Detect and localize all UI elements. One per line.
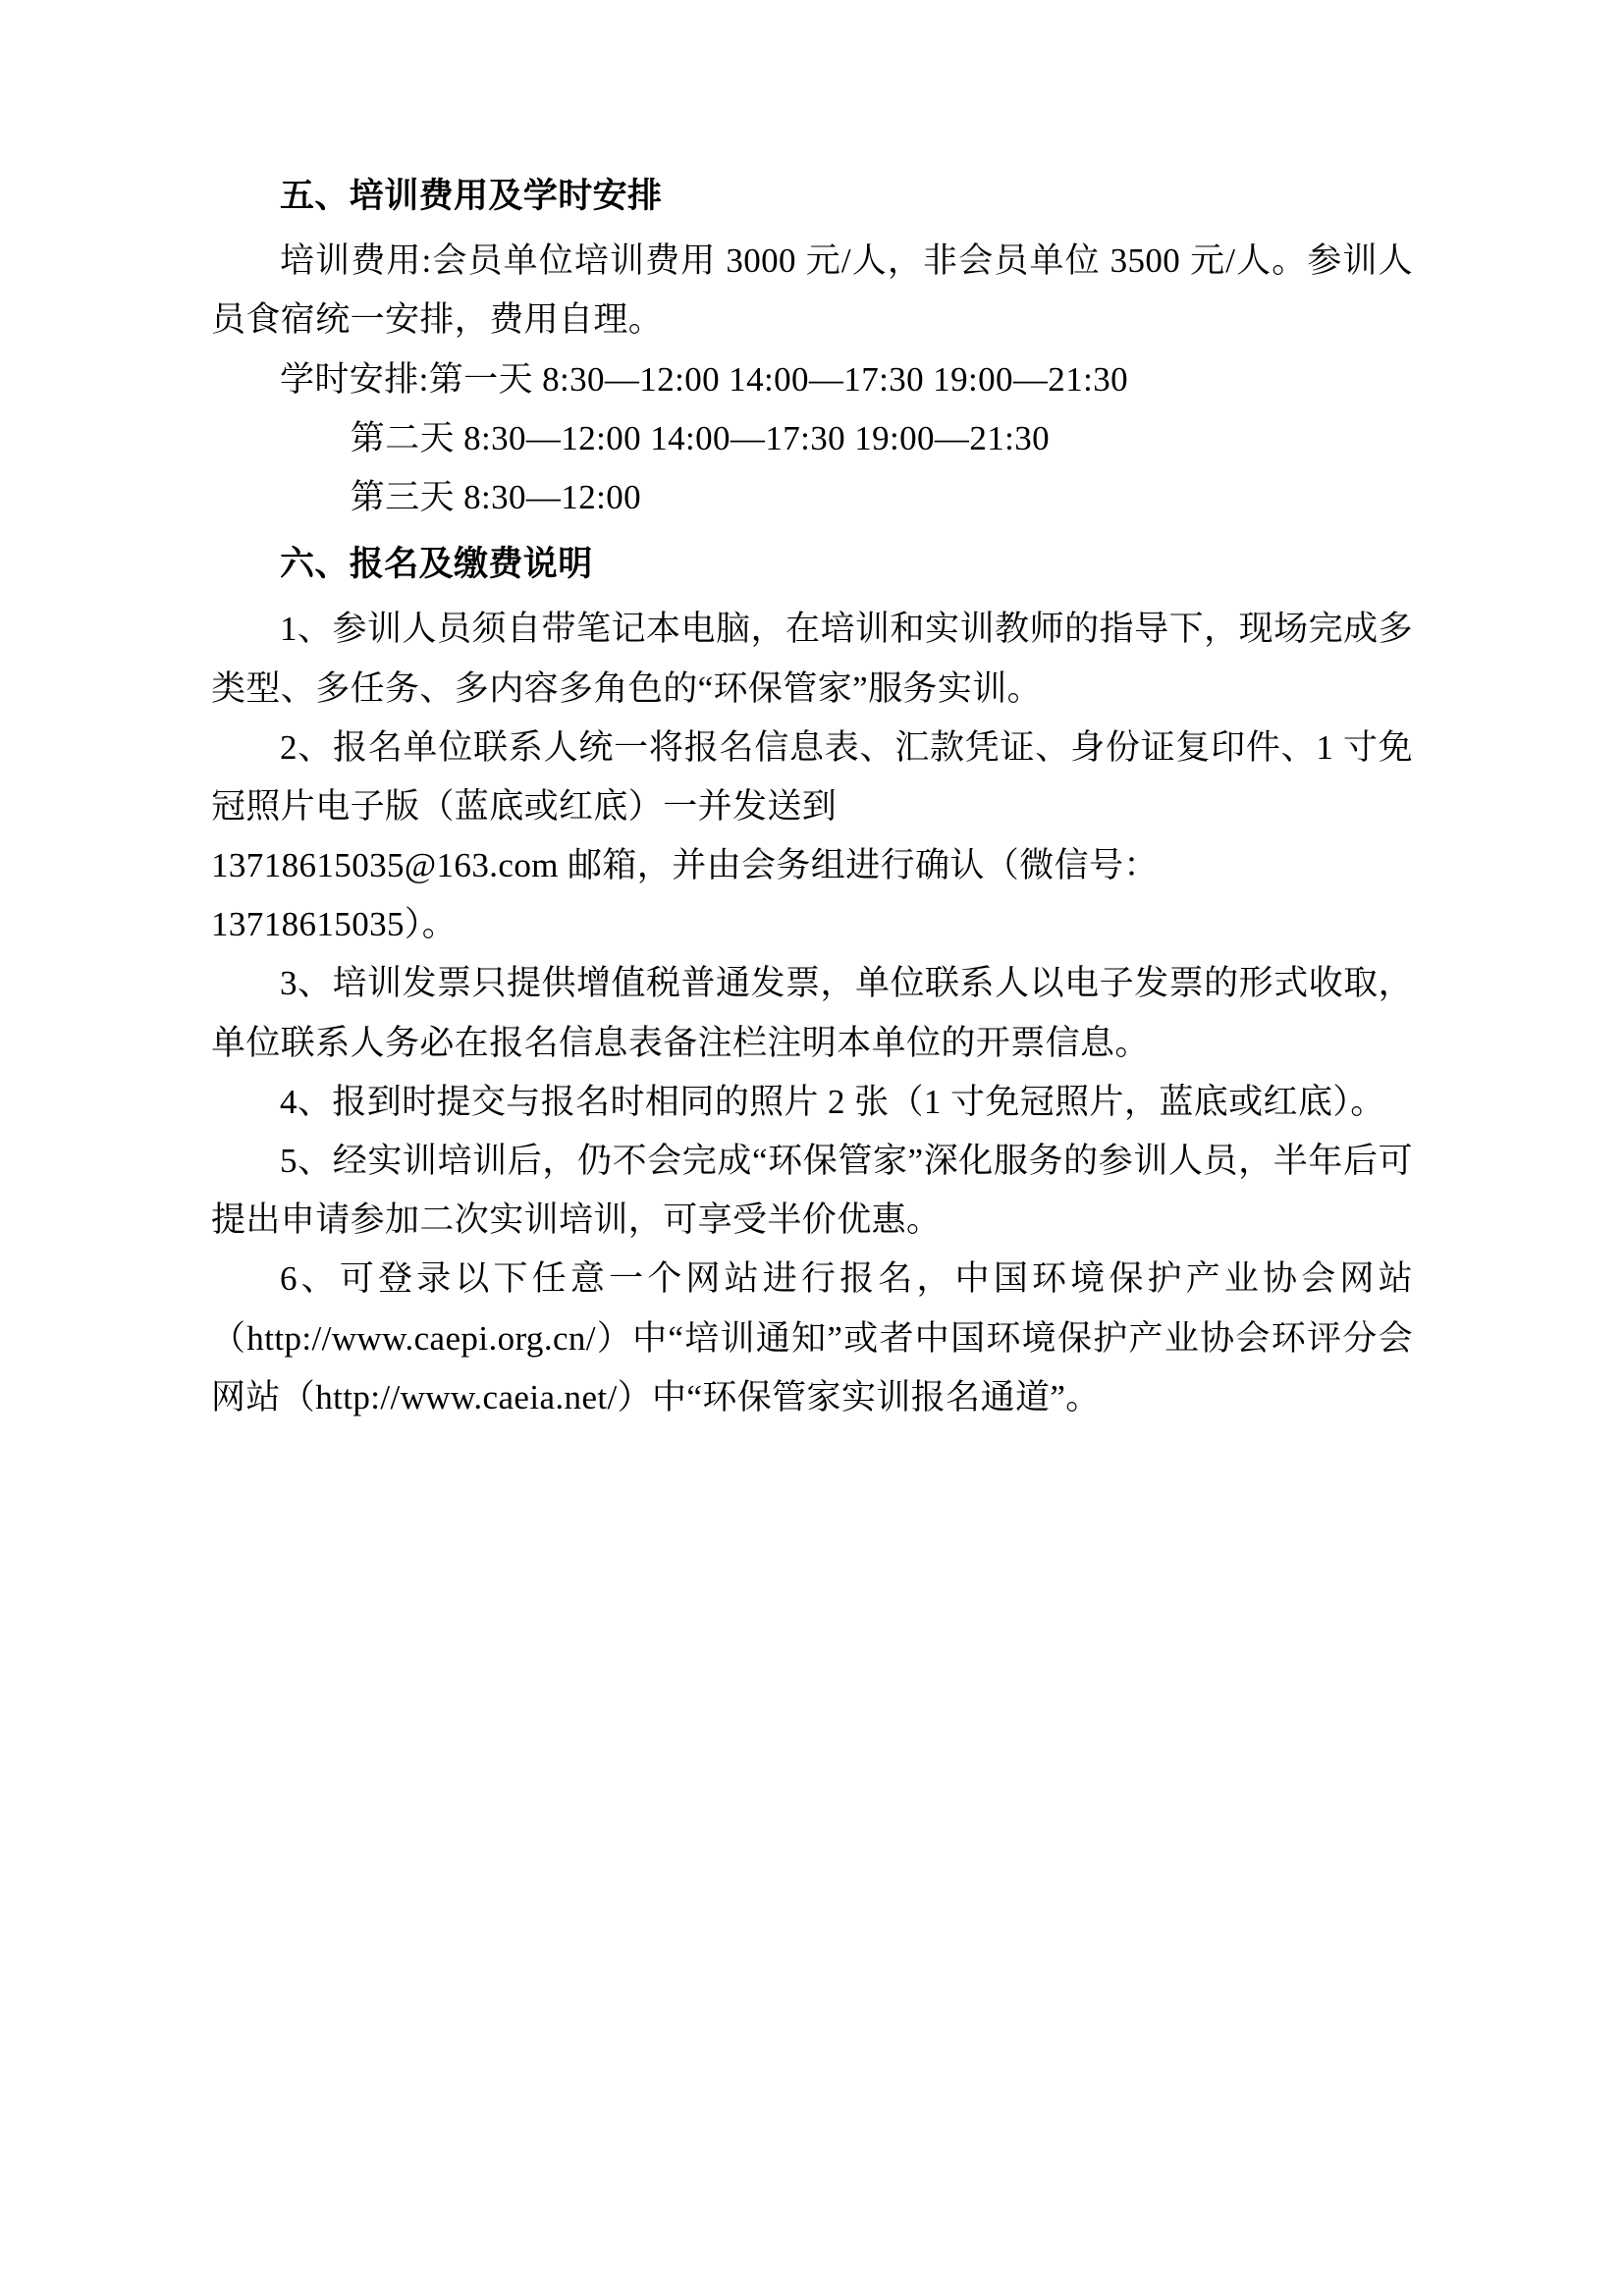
schedule-line-day3: 第三天 8:30—12:00 <box>350 477 642 516</box>
registration-item-1: 1、参训人员须自带笔记本电脑，在培训和实训教师的指导下，现场完成多类型、多任务、多内容多角色的“环保管家”服务实训。 <box>211 610 1413 708</box>
section-heading-five: 五、培训费用及学时安排 <box>280 177 663 215</box>
registration-item-6: 6、可登录以下任意一个网站进行报名，中国环境保护产业协会网站（http://www.caepi.org.cn/）中“培训通知”或者中国环境保护产业协会环评分会网站（http://www.caeia.net/）中“环保管家实训报名通道”。 <box>211 1259 1413 1416</box>
schedule-paragraph-day1: 学时安排:第一天 8:30—12:00 14:00—17:30 19:00—21:30 <box>280 359 1129 399</box>
section-heading-six: 六、报名及缴费说明 <box>280 545 593 584</box>
section-spacer <box>211 527 1413 535</box>
schedule-line-day2: 第二天 8:30—12:00 14:00—17:30 19:00—21:30 <box>350 418 1051 457</box>
registration-item-2-wechat-line: 13718615035）。 <box>211 905 458 944</box>
registration-item-4: 4、报到时提交与报名时相同的照片 2 张（1 寸免冠照片，蓝底或红底）。 <box>280 1082 1385 1121</box>
registration-item-2: 2、报名单位联系人统一将报名信息表、汇款凭证、身份证复印件、1 寸免冠照片电子版（蓝底或红底）一并发送到 <box>211 727 1413 826</box>
registration-item-3: 3、培训发票只提供增值税普通发票，单位联系人以电子发票的形式收取，单位联系人务必在报名信息表备注栏注明本单位的开票信息。 <box>211 964 1413 1062</box>
registration-item-5: 5、经实训培训后，仍不会完成“环保管家”深化服务的参训人员，半年后可提出申请参加二次实训培训，可享受半价优惠。 <box>211 1142 1413 1240</box>
registration-item-2-email-line: 13718615035@163.com 邮箱，并由会务组进行确认（微信号： <box>211 846 1159 885</box>
document-body <box>211 167 1413 1427</box>
training-fee-paragraph: 培训费用:会员单位培训费用 3000 元/人，非会员单位 3500 元/人。参训人员食宿统一安排，费用自理。 <box>211 241 1413 340</box>
